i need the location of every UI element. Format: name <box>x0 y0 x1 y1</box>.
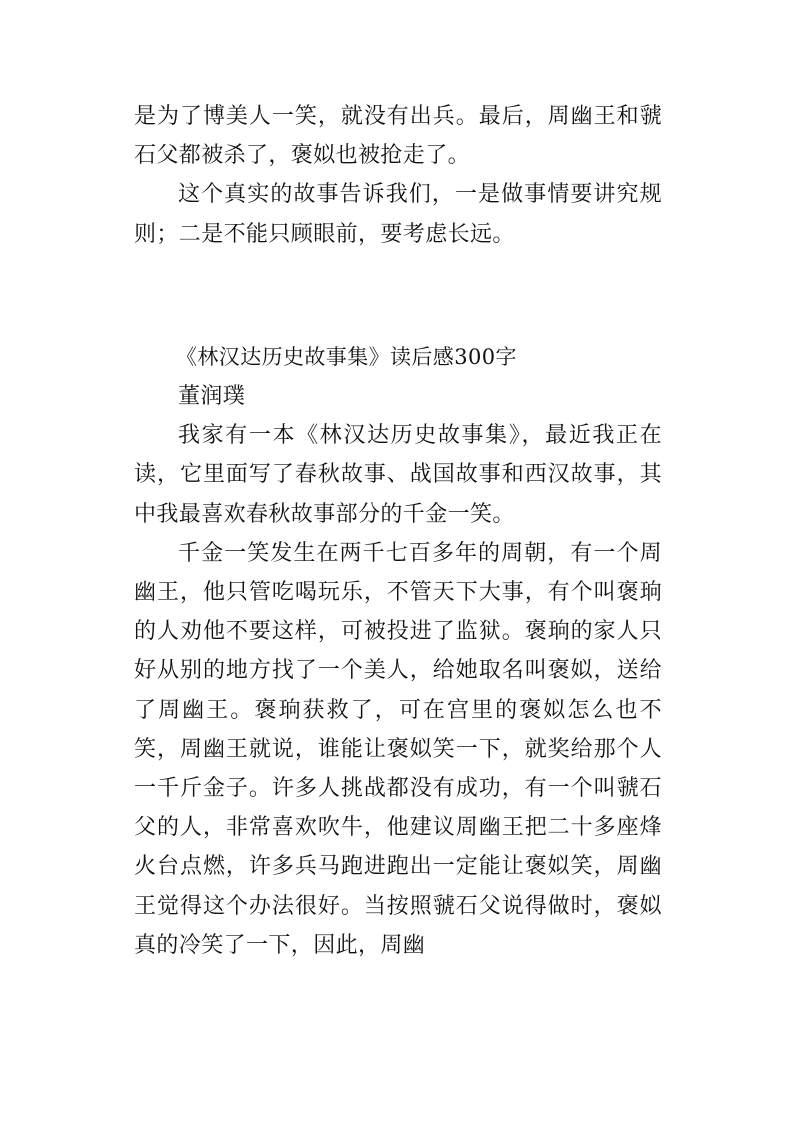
section-gap <box>134 254 662 338</box>
essay-author: 董润璞 <box>178 384 246 410</box>
essay-paragraph-1: 我家有一本《林汉达历史故事集》，最近我正在读，它里面写了春秋故事、战国故事和西汉故事，其中我最喜欢春秋故事部分的千金一笑。 <box>134 423 662 527</box>
essay-paragraph-2: 千金一笑发生在两千七百多年的周朝，有一个周幽王，他只管吃喝玩乐，不管天下大事，有个叫褒珦的人劝他不要这样，可被投进了监狱。褒珦的家人只好从别的地方找了一个美人，给她取名叫褒姒，送给了周幽王。褒珦获救了，可在宫里的褒姒怎么也不笑，周幽王就说，谁能让褒姒笑一下，就奖给那个人一千斤金子。许多人挑战都没有成功，有一个叫虢石父的人，非常喜欢吹牛，他建议周幽王把二十多座烽火台点燃，许多兵马跑进跑出一定能让褒姒笑，周幽王觉得这个办法很好。当按照虢石父说得做时，褒姒真的冷笑了一下，因此，周幽 <box>134 540 662 958</box>
intro-paragraph-2: 这个真实的故事告诉我们，一是做事情要讲究规则；二是不能只顾眼前，要考虑长远。 <box>134 182 662 247</box>
essay-title: 《林汉达历史故事集》读后感300字 <box>176 344 517 369</box>
intro-paragraph-1: 是为了博美人一笑，就没有出兵。最后，周幽王和虢石父都被杀了，褒姒也被抢走了。 <box>134 104 662 169</box>
document-body <box>134 97 662 965</box>
